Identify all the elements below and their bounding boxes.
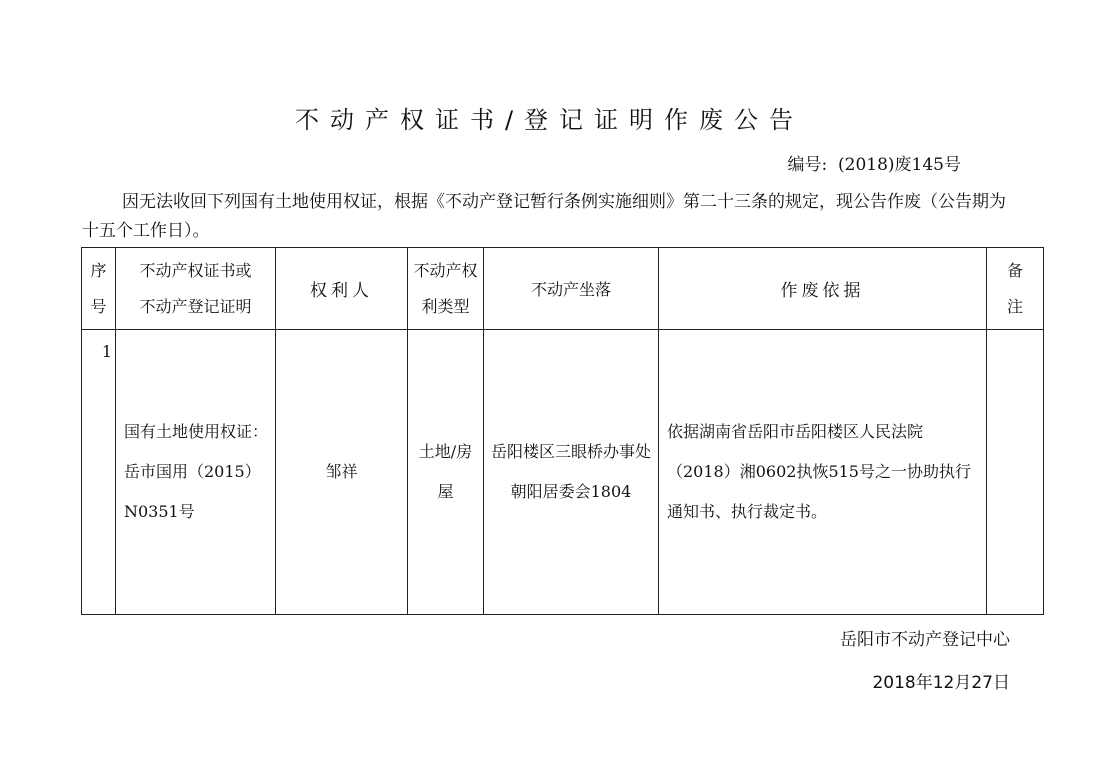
row-certificate: 国有土地使用权证：岳市国用（2015）N0351号 [116,330,276,615]
table-header-row [82,248,1044,330]
header-right-type: 不动产权 利类型 [408,248,484,330]
header-owner: 权利人 [276,248,408,330]
intro-paragraph: 因无法收回下列国有土地使用权证，根据《不动产登记暂行条例实施细则》第二十三条的规定，现公告作废（公告期为十五个工作日）。 [82,192,1006,241]
table-row [82,330,1044,615]
issuing-organization: 岳阳市不动产登记中心 [840,630,1010,650]
header-remarks: 备 注 [987,248,1044,330]
header-certificate: 不动产权证书或 不动产登记证明 [116,248,276,330]
row-owner: 邹祥 [276,330,408,615]
row-index: 1 [82,330,116,615]
row-remarks [987,330,1044,615]
row-location: 岳阳楼区三眼桥办事处朝阳居委会1804 [484,330,659,615]
header-location: 不动产坐落 [484,248,659,330]
notice-table [81,247,1044,615]
document-number: 编号: (2018)废145号 [787,155,961,175]
row-basis: 依据湖南省岳阳市岳阳楼区人民法院（2018）湘0602执恢515号之一协助执行通知书、执行裁定书。 [659,330,987,615]
header-index: 序 号 [82,248,116,330]
issue-date: 2018年12月27日 [872,673,1010,693]
notice-title: 不动产权证书/登记证明作废公告 [294,106,805,134]
row-right-type: 土地/房屋 [408,330,484,615]
header-basis: 作废依据 [659,248,987,330]
